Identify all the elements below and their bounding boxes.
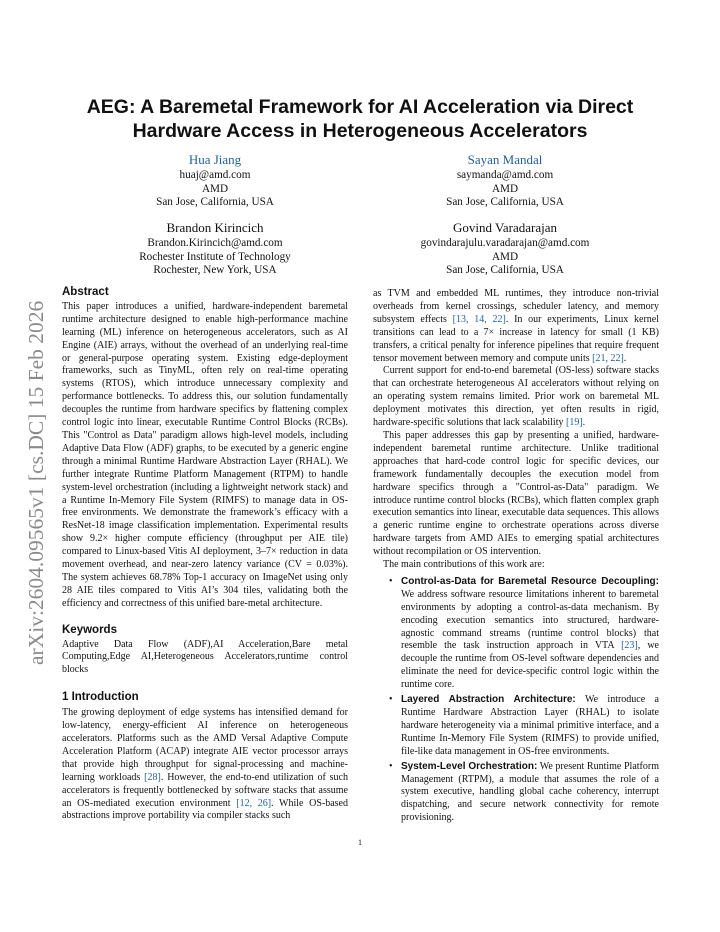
abstract-heading: Abstract bbox=[62, 286, 109, 298]
text-run: . In our experiments, Linux kernel transitions can lead to a 7× increase in latency for small (1 KB) transfers, a critical penalty for inference pipelines that require frequent tensor movement between memory and compute units bbox=[373, 313, 659, 364]
citation-link[interactable]: [23] bbox=[621, 640, 638, 652]
paragraph bbox=[373, 365, 659, 430]
text-run: . While OS-based abstractions improve portability via compiler stacks such bbox=[62, 797, 348, 822]
keywords-text: Adaptive Data Flow (ADF),AI Acceleration,Bare metal Computing,Edge AI,Heterogeneous Accelerators,runtime control blocks bbox=[62, 638, 348, 676]
list-item bbox=[389, 694, 659, 759]
paragraph: The main contributions of this work are: bbox=[383, 559, 545, 571]
text-run: as TVM and embedded ML runtimes, they introduce non-trivial overheads from kernel crossings, scheduler latency, and memory subsystem effects bbox=[373, 288, 659, 325]
citation-link[interactable]: [12, 26] bbox=[236, 797, 272, 809]
list-item bbox=[389, 576, 659, 692]
intro-paragraph bbox=[62, 707, 348, 823]
right-column bbox=[373, 288, 659, 827]
author-email: govindarajulu.varadarajan@amd.com bbox=[420, 237, 590, 249]
author-location: San Jose, California, USA bbox=[156, 196, 274, 209]
text-run: The growing deployment of edge systems has intensified demand for low-latency, energy-efficient AI inference on heterogeneous accelerators. Platforms such as the AMD Versal Adaptive Compute Acceleration Platform (ACAP) integrate AIE vector processor arrays that provide high throughput for signal-processing and machine-learning workloads bbox=[62, 707, 348, 783]
author-block-1 bbox=[95, 152, 335, 210]
author-name: Brandon Kirincich bbox=[166, 220, 264, 235]
author-name: Govind Varadarajan bbox=[452, 220, 558, 235]
bullet-icon: • bbox=[389, 760, 393, 772]
arxiv-id: arXiv:2604.09565v1 [cs.DC] 15 Feb 2026 bbox=[24, 300, 48, 665]
text-run: We address software resource limitations inherent to baremetal environments by adopting a control-as-data mechanism. By encoding execution semantics into structured, hardware-agnostic command streams (runtime control blocks) that resemble the task instruction approach in VTA bbox=[401, 588, 659, 652]
author-email: huaj@amd.com bbox=[179, 169, 251, 181]
text-run: , we decouple the runtime from OS-level software dependencies and eliminate the need for device-specific control logic within the runtime core. bbox=[401, 640, 659, 691]
text-run: . However, the end-to-end utilization of such accelerators is frequently bottlenecked by software stacks that assume an OS-mediated execution environment bbox=[62, 771, 348, 809]
contribution-head: Control-as-Data for Baremetal Resource Decoupling: bbox=[401, 575, 659, 587]
title-line-2: Hardware Access in Heterogeneous Accelerators bbox=[132, 120, 588, 142]
author-email: saymanda@amd.com bbox=[456, 169, 554, 181]
contribution-head: System-Level Orchestration: bbox=[401, 760, 538, 772]
author-name[interactable]: Hua Jiang bbox=[188, 152, 242, 167]
introduction-heading: 1 Introduction bbox=[62, 691, 139, 704]
contributions-list bbox=[373, 576, 659, 825]
author-email: Brandon.Kirincich@amd.com bbox=[147, 237, 283, 249]
author-location: San Jose, California, USA bbox=[446, 196, 564, 209]
text-run: . bbox=[582, 417, 586, 429]
author-block-2 bbox=[385, 152, 625, 210]
keywords-heading: Keywords bbox=[62, 623, 117, 636]
author-block-3 bbox=[95, 220, 335, 278]
arxiv-stamp bbox=[10, 260, 56, 670]
title-line-1: AEG: A Baremetal Framework for AI Acceleration via Direct bbox=[86, 96, 634, 118]
author-location: San Jose, California, USA bbox=[446, 264, 564, 277]
paragraph: This paper addresses this gap by presenting a unified, hardware-independent baremetal runtime architecture. Unlike traditional approaches that hard-code control logic for specific devices, our framework fundamentally decouples the execution model from hardware specifics through a "Control-as-Data" paradigm. We introduce runtime control blocks (RCBs), which flatten complex graph execution semantics into linear, executable data sequences. This allows a generic runtime engine to orchestrate operations across diverse hardware targets from AMD AIEs to emerging spatial architectures without recompilation or OS intervention. bbox=[373, 429, 659, 558]
bullet-icon: • bbox=[389, 694, 393, 706]
paragraph bbox=[373, 288, 659, 365]
author-org: AMD bbox=[491, 182, 519, 195]
paper-title bbox=[60, 95, 660, 143]
citation-link[interactable]: [13, 14, 22] bbox=[452, 313, 506, 325]
left-column bbox=[62, 286, 348, 823]
text-run: We present Runtime Platform Management (RTPM), a module that assumes the role of a system executive, handling global cache coherency, interrupt dispatching, and secure network connectivity for remote provisioning. bbox=[401, 760, 659, 824]
text-run: . bbox=[623, 352, 627, 364]
author-block-4 bbox=[385, 220, 625, 278]
citation-link[interactable]: [21, 22] bbox=[592, 352, 624, 364]
text-run: Current support for end-to-end baremetal (OS-less) software stacks that can orchestrate heterogeneous AI accelerators without relying on an operating system remains limited. Prior work on baremetal ML deployment motivates this direction, yet often results in rigid, hardware-specific solutions that lack scalability bbox=[373, 365, 659, 429]
bullet-icon: • bbox=[389, 575, 393, 587]
author-org: AMD bbox=[491, 250, 519, 263]
citation-link[interactable]: [28] bbox=[144, 771, 161, 783]
contribution-head: Layered Abstraction Architecture: bbox=[401, 694, 576, 706]
page-number: 1 bbox=[358, 838, 362, 847]
author-org: AMD bbox=[201, 182, 229, 195]
author-location: Rochester, New York, USA bbox=[153, 264, 277, 277]
author-name[interactable]: Sayan Mandal bbox=[467, 152, 543, 167]
text-run: We introduce a Runtime Hardware Abstraction Layer (RHAL) to isolate hardware heterogeneity via a minimal primitive interface, and a Runtime In-Memory File System (RIMFS) to provide unified, file-like data management in OS-free environments. bbox=[401, 694, 660, 757]
list-item bbox=[389, 761, 659, 826]
abstract-text: This paper introduces a unified, hardware-independent baremetal runtime architecture designed to enable high-performance machine learning (ML) inference on heterogeneous accelerators, such as AI Engine (AIE) arrays, without the overhead of an underlying real-time or general-purpose operating system. Existing edge-deployment frameworks, such as TinyML, often rely on real-time operating systems (RTOS), which introduce unnecessary complexity and performance bottlenecks. To address this, our solution fundamentally decouples the runtime from hardware specifics by flattening complex control logic into linear, executable Runtime Control Blocks (RCBs). This "Control as Data" paradigm allows high-level models, including Adaptive Data Flow (ADF) graphs, to be executed by a generic engine through a minimal Runtime Hardware Abstraction Layer (RHAL). We further integrate Runtime Platform Management (RTPM) to handle system-level orchestration (including a lightweight network stack) and a Runtime In-Memory File System (RIMFS) to manage data in OS-free environments. We demonstrate the framework’s efficacy with a ResNet-18 image classification implementation. Experimental results show 9.2× higher compute efficiency (throughput per AIE tile) compared to Linux-based Vitis AI deployment, 3–7× reduction in data movement overhead, and near-zero latency variance (CV = 0.03%). The system achieves 68.78% Top-1 accuracy on ImageNet using only 28 AIE tiles compared to Vitis AI’s 304 tiles, validating both the efficiency and correctness of this unified bare-metal architecture. bbox=[62, 300, 348, 609]
author-org: Rochester Institute of Technology bbox=[139, 250, 291, 263]
citation-link[interactable]: [19] bbox=[566, 417, 583, 429]
